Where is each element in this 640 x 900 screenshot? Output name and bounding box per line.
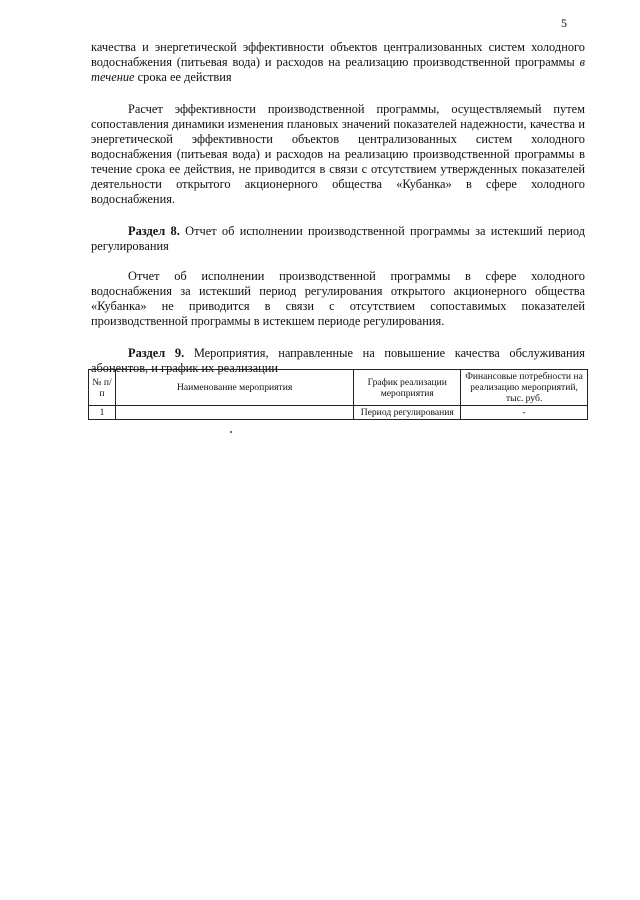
cell-name xyxy=(115,406,353,420)
section-9-title: Мероприятия, направленные на повышение качества обслуживания абонентов, и график их реализации xyxy=(91,346,585,375)
page-number: 5 xyxy=(561,16,567,30)
header-finance: Финансовые потребности на реализацию мероприятий, тыс. руб. xyxy=(461,370,588,406)
cell-num: 1 xyxy=(89,406,116,420)
cell-schedule: Период регулирования xyxy=(354,406,461,420)
document-body xyxy=(91,40,585,376)
paragraph-report: Отчет об исполнении производственной программы в сфере холодного водоснабжения за истекший период регулирования открытого акционерного общества «Кубанка» не приводится в связи с отсутствием сопоставимых показателей производственной программы в истекшем периоде регулирования. xyxy=(91,269,585,328)
cell-finance: - xyxy=(461,406,588,420)
header-name: Наименование мероприятия xyxy=(115,370,353,406)
section-9-label: Раздел 9. xyxy=(128,346,185,360)
paragraph-calculation: Расчет эффективности производственной программы, осуществляемый путем сопоставления динамики изменения плановых значений показателей надежности, качества и энергетической эффективности объектов централизованных систем холодного водоснабжения (питьевая вода) и расходов на реализацию производственной программы в течение срока ее действия, не приводится в связи с отсутствием утвержденных показателей деятельности открытого акционерного общества «Кубанка» в сфере холодного водоснабжения. xyxy=(91,102,585,206)
section-8-heading xyxy=(91,224,585,254)
measures-table xyxy=(88,369,588,420)
scan-speck xyxy=(230,431,232,433)
table-header-row xyxy=(89,370,588,406)
table-row xyxy=(89,406,588,420)
intro-tail-text: срока ее действия xyxy=(137,70,232,84)
intro-text: качества и энергетической эффективности объектов централизованных систем холодного водоснабжения (питьевая вода) и расходов на реализацию производственной программы xyxy=(91,40,585,69)
paragraph-intro xyxy=(91,40,585,85)
header-schedule: График реализации мероприятия xyxy=(354,370,461,406)
section-8-title: Отчет об исполнении производственной программы за истекший период регулирования xyxy=(91,224,586,253)
header-num: № п/п xyxy=(89,370,116,406)
section-8-label: Раздел 8. xyxy=(128,224,180,238)
intro-italic-text: в течение xyxy=(91,55,585,84)
